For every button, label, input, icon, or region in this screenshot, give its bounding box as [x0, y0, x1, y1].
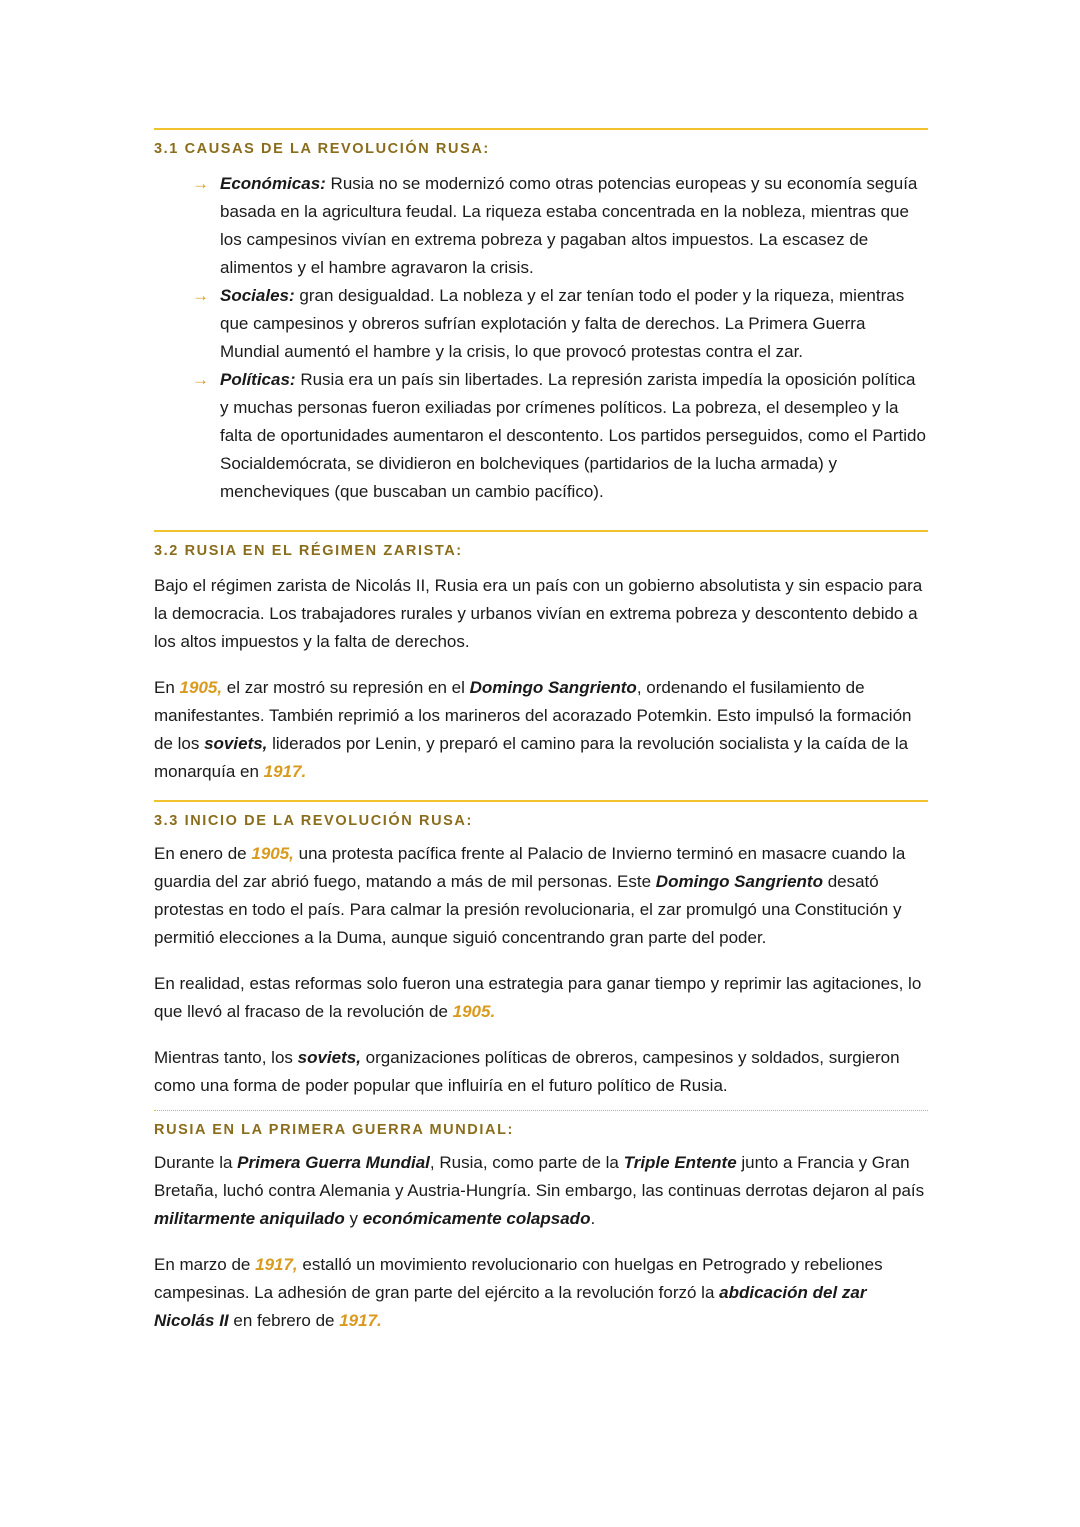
paragraph: En enero de 1905, una protesta pacífica frente al Palacio de Invierno terminó en masacre cuando la guardia del zar abrió fuego, matando a más de mil personas. Este Domingo Sangriento desató protestas en todo el país. Para calmar la presión revolucionaria, el zar promulgó una Constitución y permitió elecciones a la Duma, aunque siguió concentrando gran parte del poder.	[154, 844, 906, 947]
section-heading-inicio: 3.3 INICIO DE LA REVOLUCIÓN RUSA:	[154, 813, 473, 829]
section-heading-regimen: 3.2 RUSIA EN EL RÉGIMEN ZARISTA:	[154, 543, 463, 559]
paragraph: Durante la Primera Guerra Mundial, Rusia, como parte de la Triple Entente junto a Francia y Gran Bretaña, luchó contra Alemania y Austria-Hungría. Sin embargo, las continuas derrotas dejaron al país militarmente aniquilado y económicamente colapsado.	[154, 1153, 925, 1228]
section-heading-guerra: RUSIA EN LA PRIMERA GUERRA MUNDIAL:	[154, 1122, 514, 1138]
list-item: → Económicas: Rusia no se modernizó como otras potencias europeas y su economía seguía basada en la agricultura feudal. La riqueza estaba concentrada en la nobleza, mientras que los campesinos vivían en extrema pobreza y pagaban altos impuestos. La escasez de alimentos y el hambre agravaron la crisis.	[154, 170, 928, 282]
paragraph: En 1905, el zar mostró su represión en el Domingo Sangriento, ordenando el fusilamiento de manifestantes. También reprimió a los marineros del acorazado Potemkin. Esto impulsó la formación de los soviets, liderados por Lenin, y preparó el camino para la revolución socialista y la caída de la monarquía en 1917.	[154, 678, 912, 781]
paragraph: En realidad, estas reformas solo fueron una estrategia para ganar tiempo y reprimir las agitaciones, lo que llevó al fracaso de la revolución de 1905.	[154, 974, 922, 1021]
paragraph: En marzo de 1917, estalló un movimiento revolucionario con huelgas en Petrogrado y rebeliones campesinas. La adhesión de gran parte del ejército a la revolución forzó la abdicación del zar Nicolás II en febrero de 1917.	[154, 1255, 883, 1330]
causes-list	[154, 170, 928, 506]
list-item: → Sociales: gran desigualdad. La nobleza y el zar tenían todo el poder y la riqueza, mientras que campesinos y obreros sufrían explotación y falta de derechos. La Primera Guerra Mundial aumentó el hambre y la crisis, lo que provocó protestas contra el zar.	[154, 282, 928, 366]
arrow-right-icon: →	[192, 286, 209, 305]
arrow-right-icon: →	[192, 370, 209, 389]
section-heading-causas: 3.1 CAUSAS DE LA REVOLUCIÓN RUSA:	[154, 141, 490, 157]
list-item: → Políticas: Rusia era un país sin libertades. La represión zarista impedía la oposición política y muchas personas fueron exiliadas por crímenes políticos. La pobreza, el desempleo y la falta de oportunidades aumentaron el descontento. Los partidos perseguidos, como el Partido Socialdemócrata, se dividieron en bolcheviques (partidarios de la lucha armada) y mencheviques (que buscaban un cambio pacífico).	[154, 366, 928, 506]
document-page	[154, 0, 928, 1335]
paragraph: Bajo el régimen zarista de Nicolás II, Rusia era un país con un gobierno absolutista y sin espacio para la democracia. Los trabajadores rurales y urbanos vivían en extrema pobreza y descontento debido a los altos impuestos y la falta de derechos.	[154, 576, 923, 651]
paragraph: Mientras tanto, los soviets, organizaciones políticas de obreros, campesinos y soldados, surgieron como una forma de poder popular que influiría en el futuro político de Rusia.	[154, 1048, 900, 1095]
arrow-right-icon: →	[192, 174, 209, 193]
